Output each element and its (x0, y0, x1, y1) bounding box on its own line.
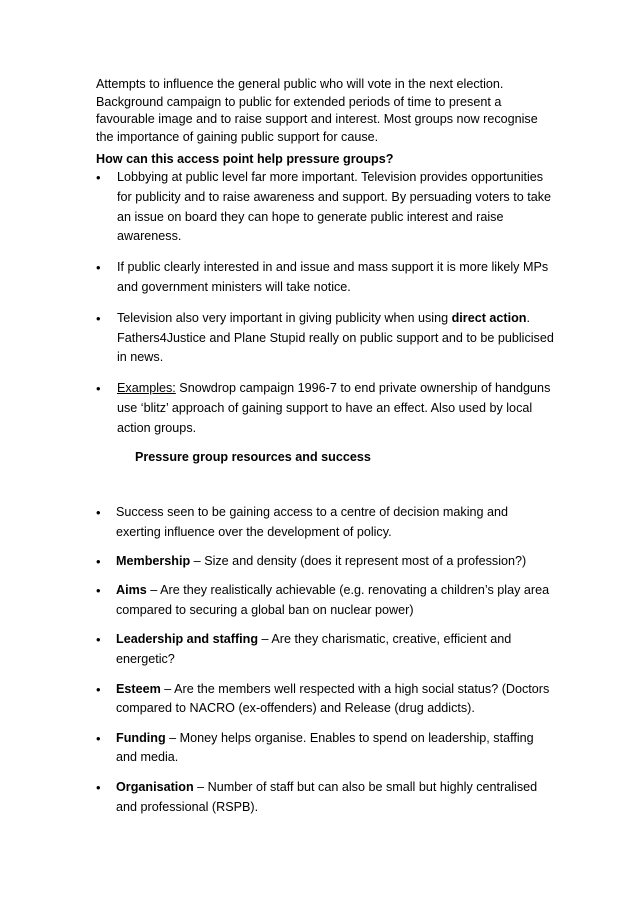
list-item-term: Organisation (116, 779, 194, 794)
list-item (96, 379, 556, 438)
access-point-list (96, 168, 556, 439)
list-item-term: Aims (116, 583, 147, 598)
list-item (96, 729, 556, 769)
list-item (96, 309, 556, 368)
bullet-icon: • (96, 632, 101, 648)
bullet-icon: • (96, 260, 101, 276)
list-item-term: Membership (116, 554, 191, 569)
list-item-text: . Fathers4Justice and Plane Stupid really on public support and to be publicised in news. (117, 310, 554, 365)
bullet-icon: • (96, 681, 101, 697)
bullet-icon: • (96, 779, 101, 795)
list-item (96, 778, 556, 818)
list-item-text: If public clearly interested in and issue and mass support it is more likely MPs and government ministers will take notice. (117, 260, 549, 294)
list-item-text: Snowdrop campaign 1996-7 to end private ownership of handguns use ‘blitz’ approach of gaining support to have an effect. Also used by local action groups. (117, 381, 551, 435)
list-item-text: – Size and density (does it represent most of a profession?) (190, 554, 527, 569)
list-item-term: Leadership and staffing (116, 632, 259, 647)
list-item-text: – Money helps organise. Enables to spend on leadership, staffing and media. (116, 730, 534, 765)
list-item-text: Success seen to be gaining access to a centre of decision making and exerting influence over the development of policy. (116, 505, 509, 539)
section-title: Pressure group resources and success (135, 450, 371, 464)
bullet-icon: • (96, 554, 101, 570)
intro-paragraph: Attempts to influence the general public who will vote in the next election. Background campaign to public for extended periods of time to present a favourable image and to raise support and interest. Most groups now recognise the importance of gaining public support for cause. (96, 77, 538, 144)
list-item-text: – Are they realistically achievable (e.g. renovating a children’s play area compared to securing a global ban on nuclear power) (116, 583, 550, 618)
list-item-underlined-label: Examples: (117, 381, 176, 396)
bullet-icon: • (96, 730, 101, 746)
list-item (96, 581, 556, 621)
list-item-text: Lobbying at public level far more important. Television provides opportunities for publicity and to raise awareness and support. By persuading voters to take an issue on board they can hope to generate public interest and raise awareness. (117, 170, 552, 244)
list-item (96, 258, 556, 298)
list-item (96, 552, 556, 572)
list-item-text: – Number of staff but can also be small but highly centralised and professional (RSPB). (116, 779, 538, 814)
list-item-emphasis: direct action (451, 310, 527, 325)
list-item-term: Esteem (116, 681, 161, 696)
list-item-text: – Are the members well respected with a high social status? (Doctors compared to NACRO (ex-offenders) and Release (drug addicts). (116, 681, 550, 716)
list-item (96, 630, 556, 670)
bullet-icon: • (96, 170, 101, 185)
list-item-text: – Are they charismatic, creative, efficient and energetic? (116, 632, 512, 667)
list-item-text: Television also very important in giving publicity when using (117, 310, 452, 325)
list-item-term: Funding (116, 730, 166, 745)
bullet-icon: • (96, 310, 101, 326)
success-factor-list (96, 503, 556, 817)
bullet-icon: • (96, 381, 101, 397)
list-item (96, 503, 556, 543)
bullet-icon: • (96, 505, 101, 520)
list-item (96, 168, 556, 247)
list-item (96, 680, 556, 720)
bullet-icon: • (96, 583, 101, 599)
access-point-heading: How can this access point help pressure groups? (96, 152, 394, 166)
